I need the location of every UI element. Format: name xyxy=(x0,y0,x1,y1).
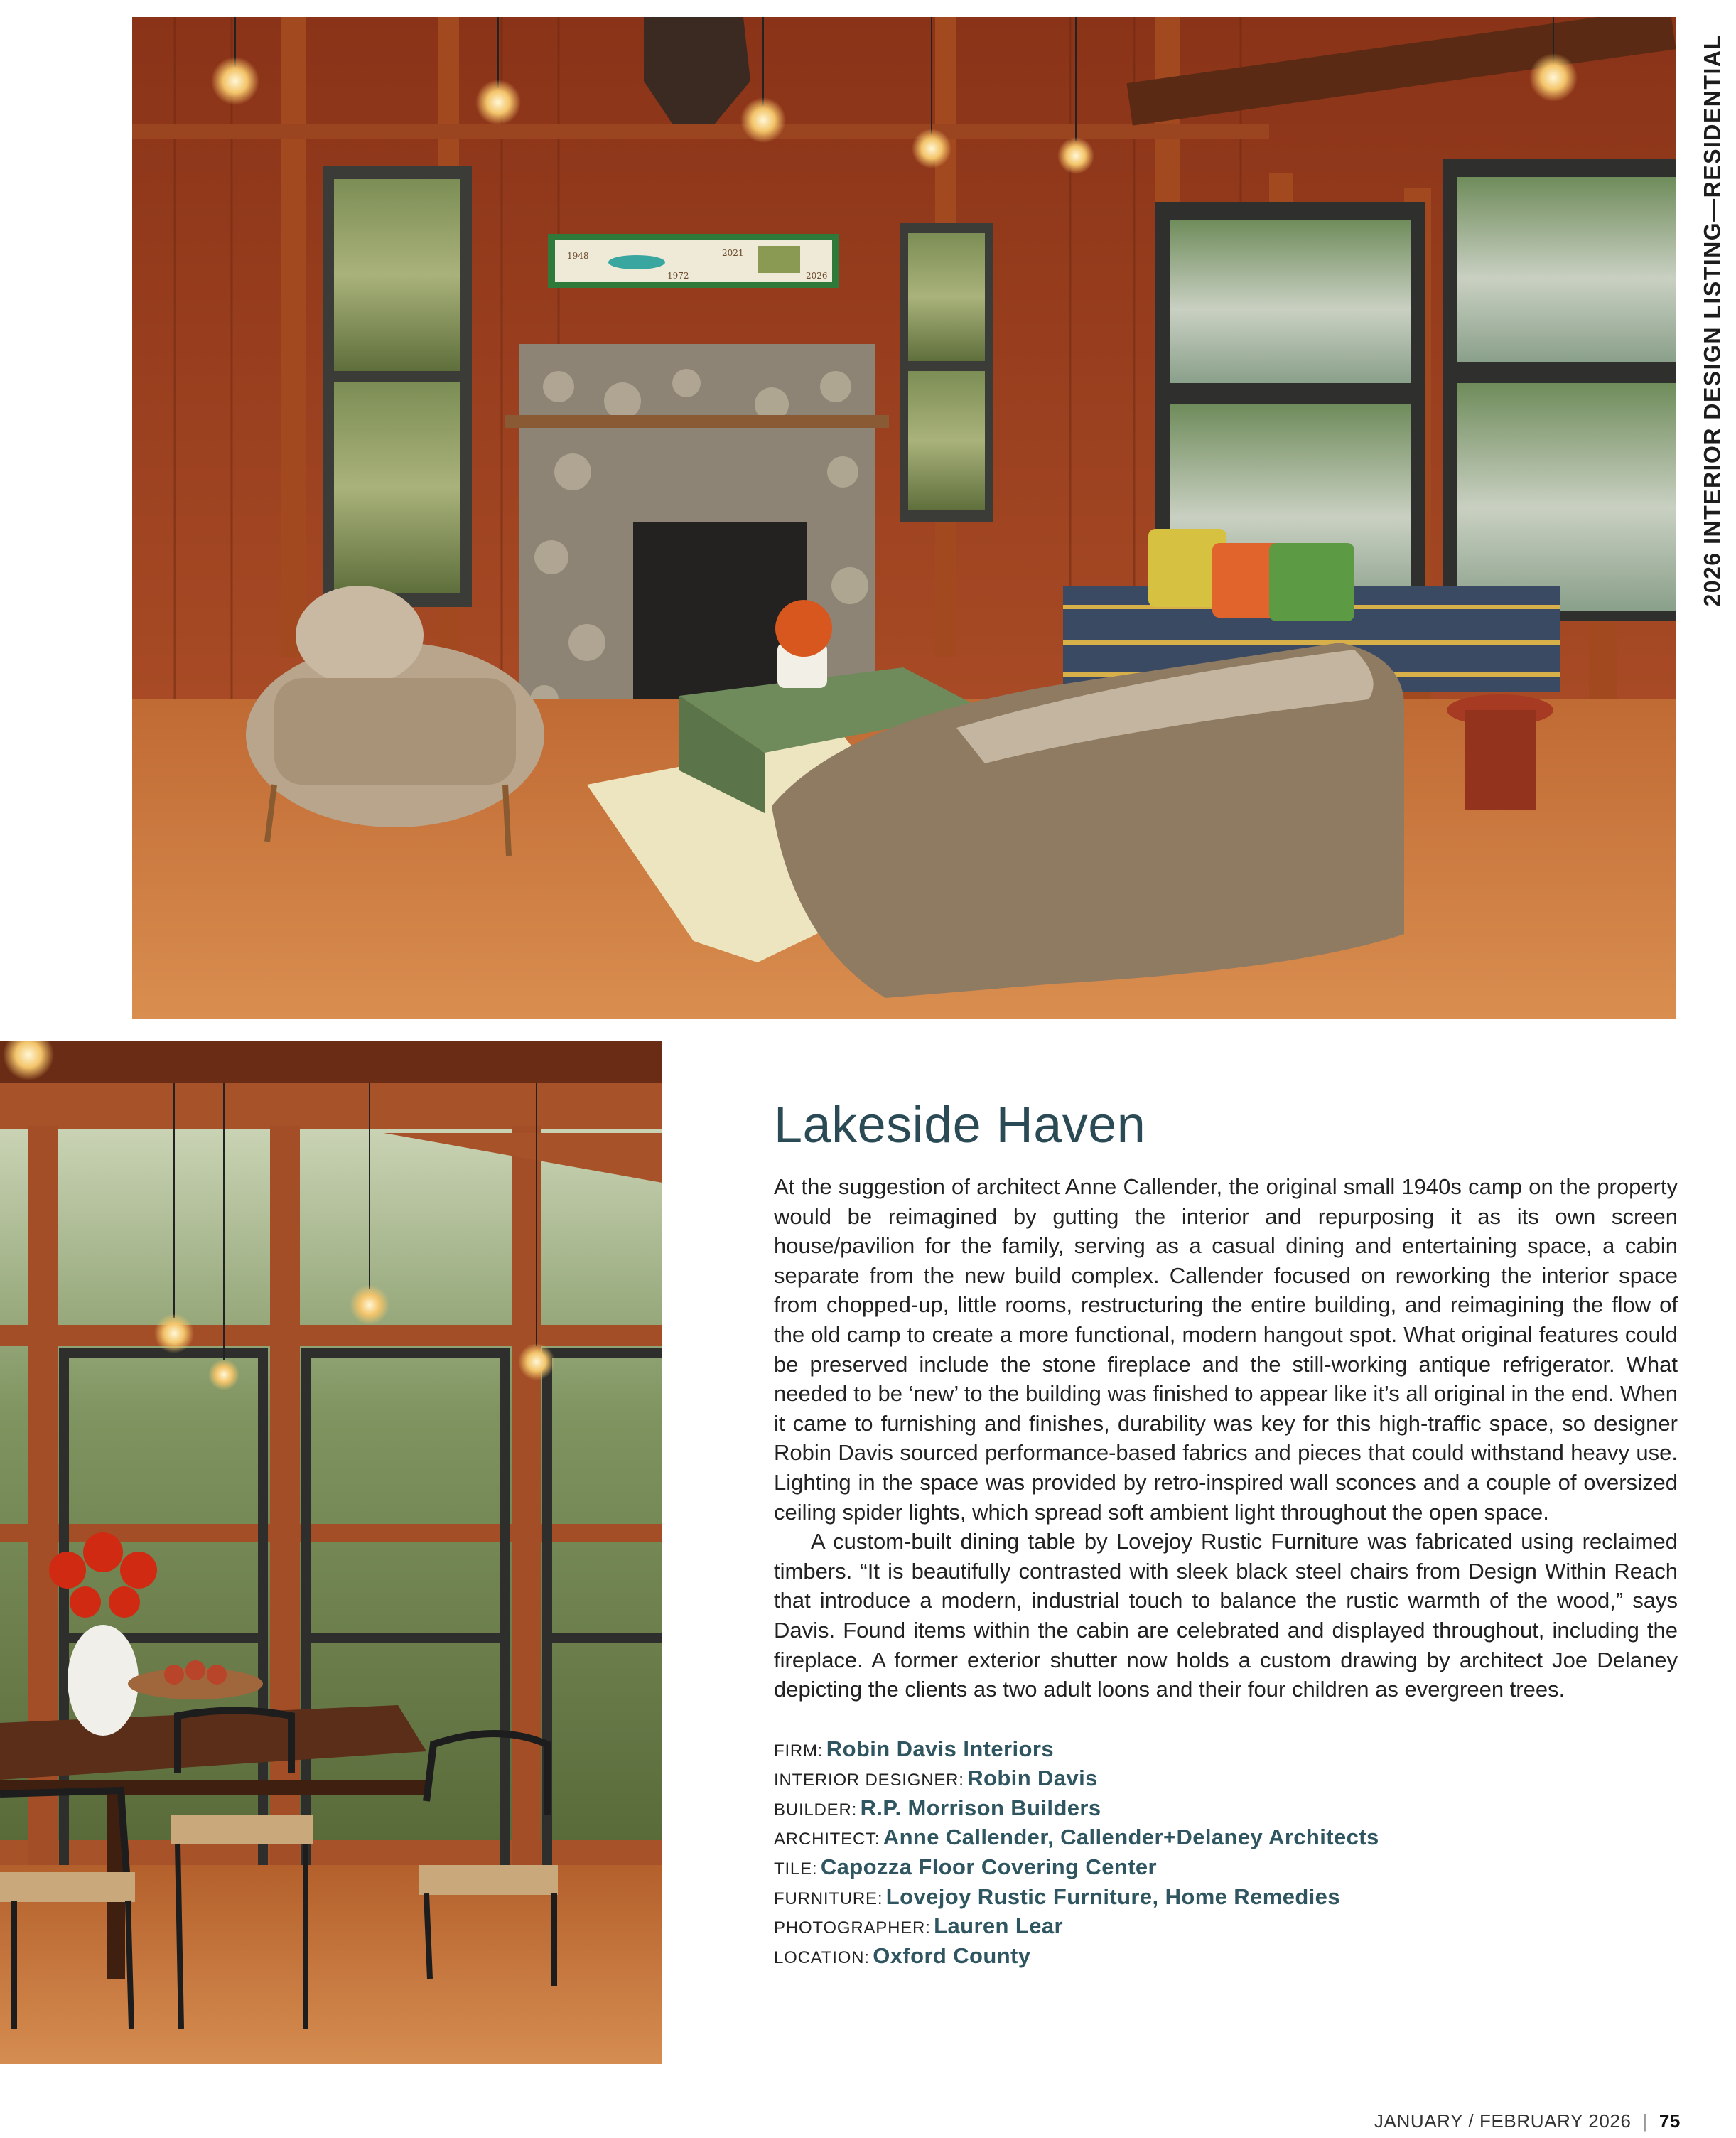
article-title: Lakeside Haven xyxy=(774,1097,1146,1154)
article xyxy=(774,1091,1678,1970)
credit-interior-designer xyxy=(774,1763,1678,1793)
page-footer xyxy=(1374,2108,1681,2134)
credit-value: Lovejoy Rustic Furniture, Home Remedies xyxy=(885,1884,1340,1909)
credit-value: Capozza Floor Covering Center xyxy=(820,1854,1158,1880)
artwork-year-1972: 1972 xyxy=(667,271,689,281)
credit-label: ARCHITECT: xyxy=(774,1830,880,1849)
credit-value: Anne Callender, Callender+Delaney Architects xyxy=(883,1825,1379,1850)
artwork-year-2026: 2026 xyxy=(806,271,828,281)
artwork-year-2021: 2021 xyxy=(722,248,744,258)
page-number: 75 xyxy=(1659,2110,1681,2132)
credit-value: Robin Davis xyxy=(967,1766,1098,1791)
credit-label: TILE: xyxy=(774,1859,818,1879)
credit-label: BUILDER: xyxy=(774,1800,858,1820)
credit-location xyxy=(774,1941,1678,1971)
credit-value: Lauren Lear xyxy=(934,1913,1063,1939)
credit-label: INTERIOR DESIGNER: xyxy=(774,1771,964,1790)
credit-photographer xyxy=(774,1911,1678,1941)
credit-builder xyxy=(774,1793,1678,1823)
section-label xyxy=(1697,14,1728,627)
section-label-text: 2026 INTERIOR DESIGN LISTING—RESIDENTIAL xyxy=(1699,34,1725,607)
credit-label: FIRM: xyxy=(774,1741,824,1761)
credit-tile xyxy=(774,1852,1678,1882)
credit-value: Robin Davis Interiors xyxy=(826,1736,1054,1761)
credits-list xyxy=(774,1734,1678,1971)
artwork-year-1948: 1948 xyxy=(567,251,589,261)
credit-value: Oxford County xyxy=(873,1943,1031,1968)
issue-date: JANUARY / FEBRUARY 2026 xyxy=(1374,2110,1632,2132)
credit-architect xyxy=(774,1822,1678,1852)
credit-furniture xyxy=(774,1882,1678,1912)
credit-value: R.P. Morrison Builders xyxy=(860,1795,1101,1820)
credit-label: LOCATION: xyxy=(774,1948,870,1967)
article-paragraph: At the suggestion of architect Anne Callender, the original small 1940s camp on the property would be reimagined by gutting the interior and repurposing it as its own screen house/pavilion for the family, serving as a casual dining and entertaining space, a cabin separate from the new build complex. Callender focused on reworking the interior space from chopped-up, little rooms, restructuring the entire building, and reimagining the flow of the old camp to create a more functional, modern hangout spot. What original features could be preserved include the stone fireplace and the still-working antique refrigerator. What needed to be ‘new’ to the building was finished to appear like it’s all original in the end. When it came to furnishing and finishes, durability was key for this high-traffic space, so designer Robin Davis sourced performance-based fabrics and pieces that could withstand heavy use. Lighting in the space was provided by retro-inspired wall sconces and a couple of oversized ceiling spider lights, which spread soft ambient light throughout the open space. xyxy=(774,1174,1678,1525)
article-paragraph: A custom-built dining table by Lovejoy Rustic Furniture was fabricated using reclaimed timbers. “It is beautifully contrasted with sleek black steel chairs from Design Within Reach that introduce a modern, industrial touch to balance the rustic warmth of the wood,” says Davis. Found items within the cabin are celebrated and displayed throughout, including the fireplace. A former exterior shutter now holds a custom drawing by architect Joe Delaney depicting the clients as two adult loons and their four children as evergreen trees. xyxy=(774,1529,1678,1702)
article-body xyxy=(774,1172,1678,1704)
dining-room-photo xyxy=(0,1041,662,2064)
living-room-photo xyxy=(132,17,1676,1019)
footer-separator: | xyxy=(1642,2110,1648,2132)
credit-firm xyxy=(774,1734,1678,1764)
credit-label: PHOTOGRAPHER: xyxy=(774,1918,931,1938)
credit-label: FURNITURE: xyxy=(774,1889,883,1908)
